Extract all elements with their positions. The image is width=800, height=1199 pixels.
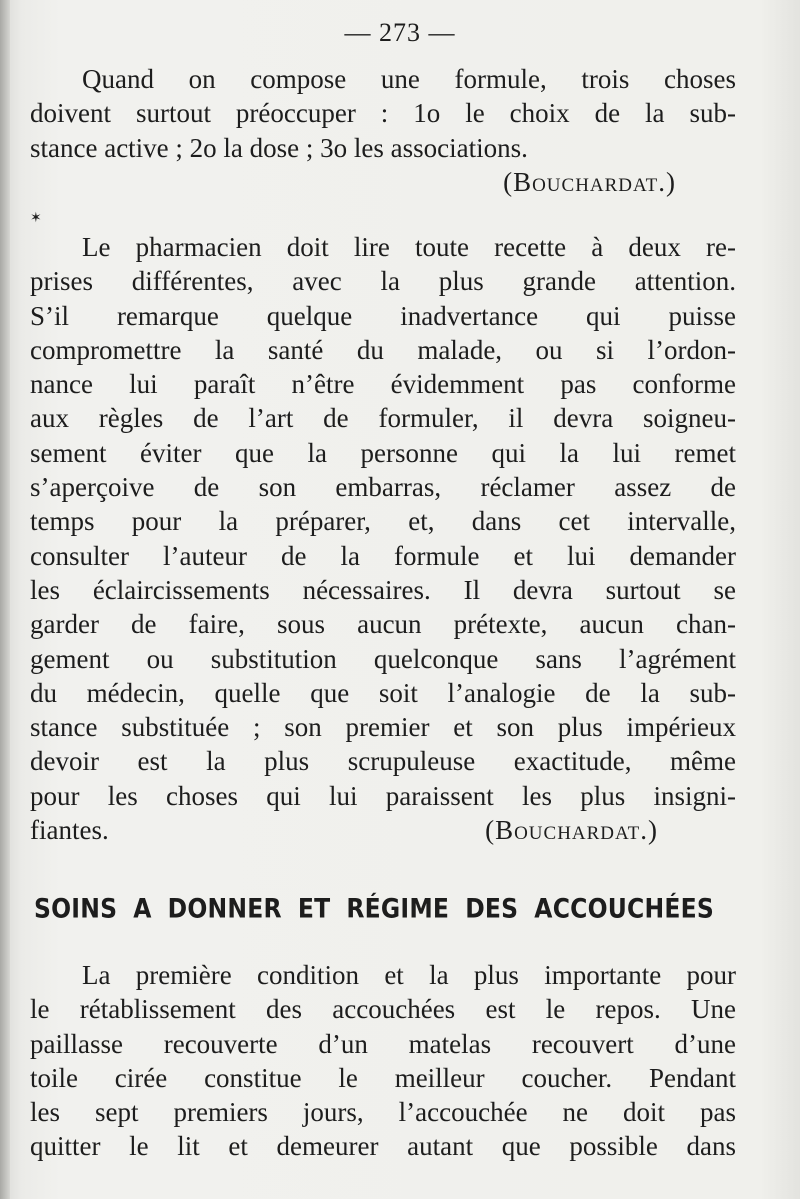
text-line: les sept premiers jours, l’accouchée ne doit pas <box>30 1097 736 1128</box>
section-heading: SOINS A DONNER ET RÉGIME DES ACCOUCHÉES <box>34 892 714 925</box>
text-line: quitter le lit et demeurer autant que possible dans <box>30 1131 736 1162</box>
text-line: S’il remarque quelque inadvertance qui puisse <box>30 300 736 331</box>
text-line: temps pour la préparer, et, dans cet intervalle, <box>30 506 736 537</box>
section-body <box>30 958 736 1164</box>
ornament-mark: ✶ <box>30 211 42 226</box>
attribution: (Bouchardat.) <box>503 166 676 197</box>
last-line-with-attribution <box>30 813 736 847</box>
text-line: sement éviter que la personne qui la lui remet <box>30 437 736 468</box>
text-line: consulter l’auteur de la formule et lui demander <box>30 540 736 571</box>
page-number: — 273 — <box>344 18 456 47</box>
text-line: le rétablissement des accouchées est le repos. Une <box>30 994 736 1025</box>
page-binding-shadow <box>0 0 10 1199</box>
text-line: aux règles de l’art de formuler, il devra soigneu- <box>30 403 736 434</box>
text-line: toile cirée constitue le meilleur coucher. Pendant <box>30 1062 736 1093</box>
text-line: s’aperçoive de son embarras, réclamer assez de <box>30 472 736 503</box>
text-line: prises différentes, avec la plus grande attention. <box>30 266 736 297</box>
text-line: les éclaircissements nécessaires. Il devra surtout se <box>30 574 736 605</box>
quote-pharmacien <box>30 230 736 847</box>
attribution: (Bouchardat.) <box>485 815 658 846</box>
text-line: Quand on compose une formule, trois choses <box>82 64 736 94</box>
text-line: nance lui paraît n’être évidemment pas conforme <box>30 369 736 400</box>
text-line: fiantes. <box>30 815 109 846</box>
text-line: devoir est la plus scrupuleuse exactitude, même <box>30 746 736 777</box>
text-line: paillasse recouverte d’un matelas recouvert d’une <box>30 1028 736 1059</box>
text-line: du médecin, quelle que soit l’analogie de la sub- <box>30 677 736 708</box>
text-line: stance substituée ; son premier et son plus impérieux <box>30 712 736 743</box>
text-line: garder de faire, sous aucun prétexte, aucun chan- <box>30 609 736 640</box>
text-line: stance active ; 2o la dose ; 3o les associations. <box>30 132 528 163</box>
text-line: gement ou substitution quelconque sans l’agrément <box>30 643 736 674</box>
text-line: pour les choses qui lui paraissent les plus insigni- <box>30 780 736 811</box>
text-line: doivent surtout préoccuper : 1o le choix de la sub- <box>30 98 736 129</box>
quote-formule <box>30 62 736 199</box>
text-line: compromettre la santé du malade, ou si l’ordon- <box>30 334 736 365</box>
text-line: Le pharmacien doit lire toute recette à deux re- <box>82 232 736 262</box>
text-line: La première condition et la plus importante pour <box>82 960 736 990</box>
